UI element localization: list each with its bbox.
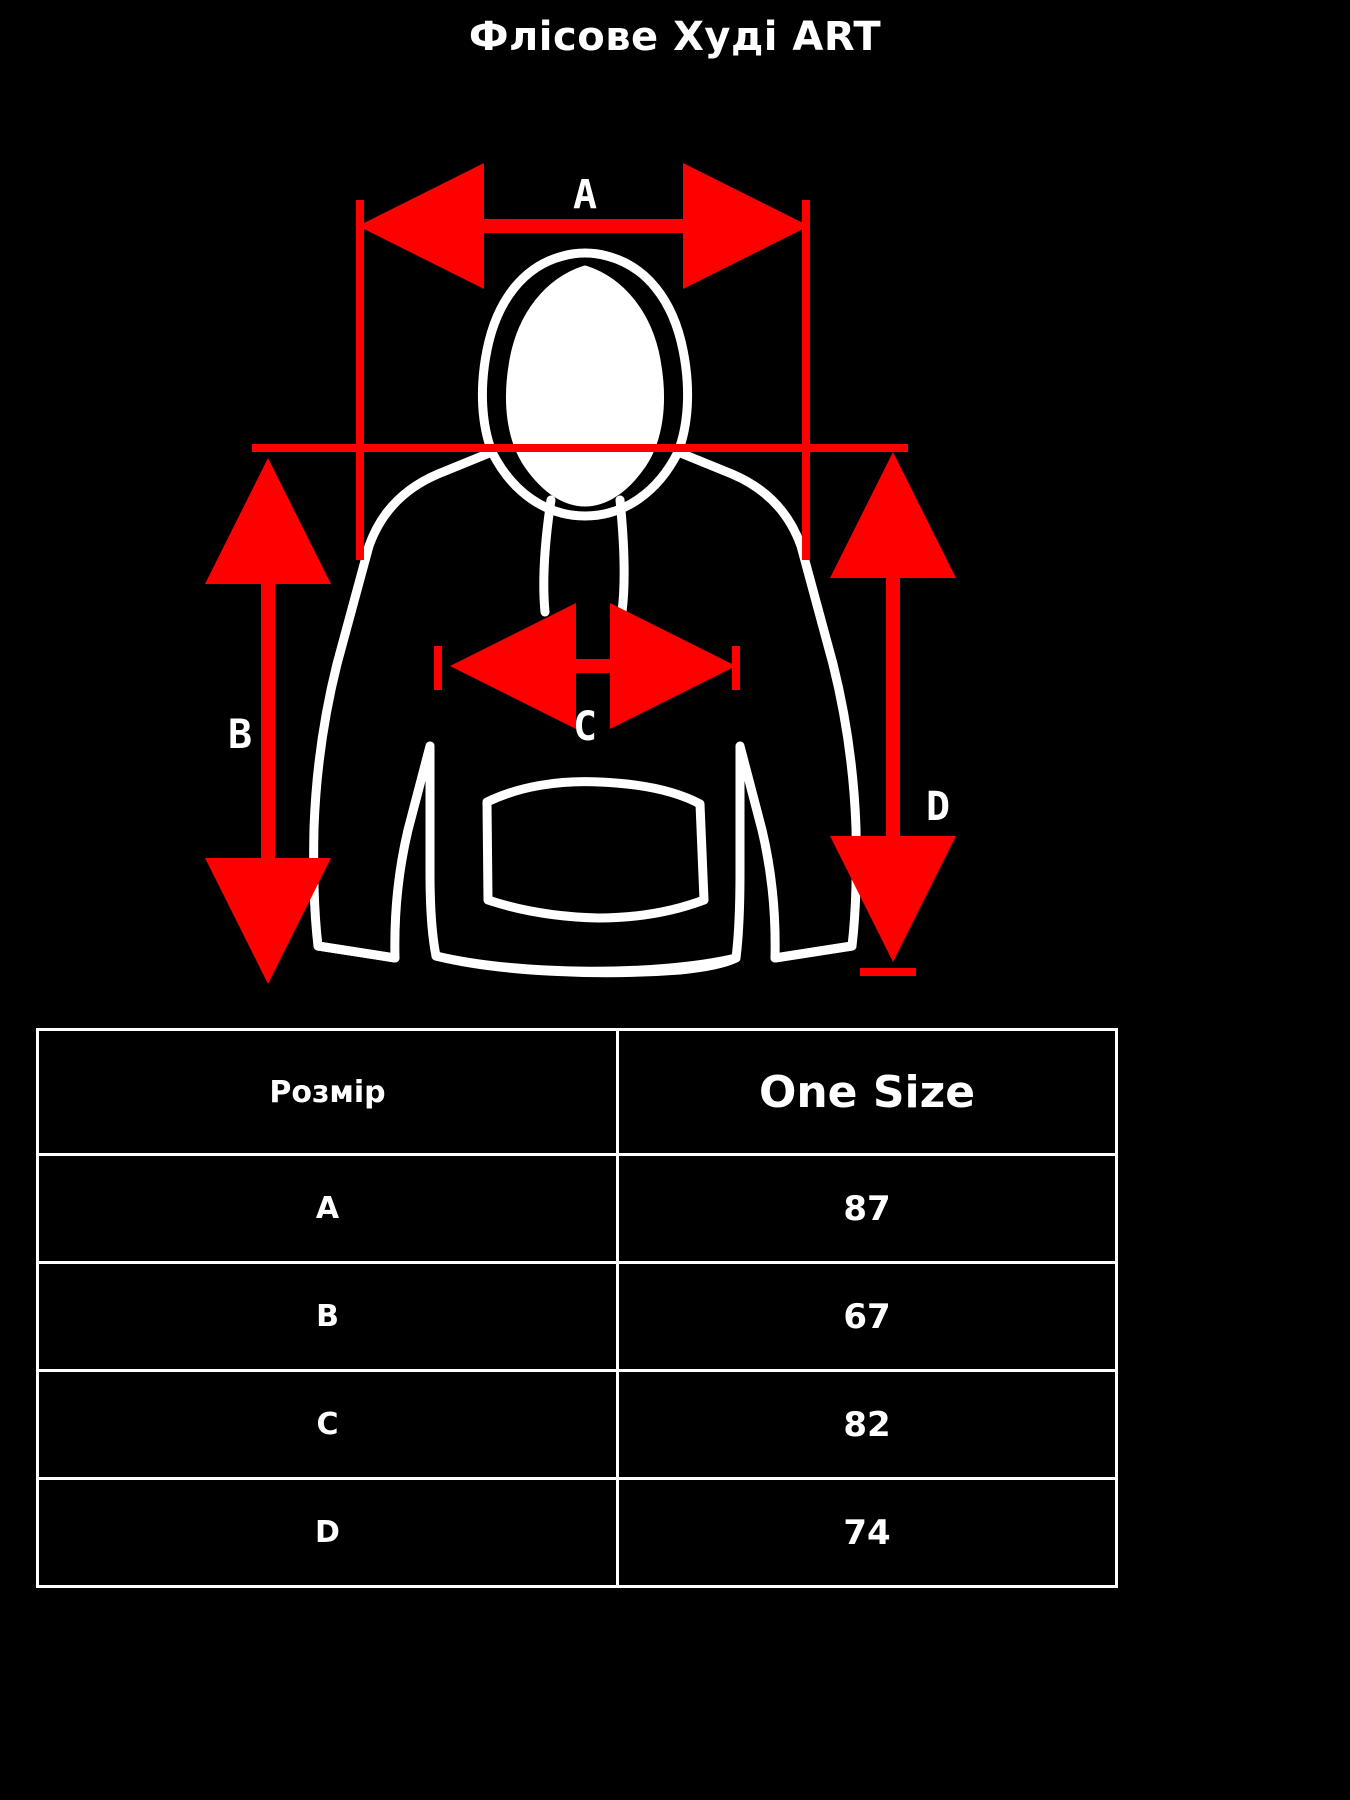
row-key-d: D — [38, 1479, 618, 1587]
row-key-b: B — [38, 1263, 618, 1371]
table-row — [38, 1479, 1117, 1587]
dimension-label-d: D — [925, 784, 951, 830]
dimension-label-c: C — [572, 704, 598, 750]
row-value-b: 67 — [618, 1263, 1117, 1371]
hoodie-diagram — [0, 60, 1350, 990]
table-row — [38, 1371, 1117, 1479]
dimension-label-b: B — [227, 712, 253, 758]
row-key-a: A — [38, 1155, 618, 1263]
table-row — [38, 1263, 1117, 1371]
size-table — [36, 1028, 1118, 1588]
dimension-label-a: A — [572, 172, 598, 218]
row-value-c: 82 — [618, 1371, 1117, 1479]
table-header-row — [38, 1030, 1117, 1155]
hoodie-outline — [314, 253, 857, 973]
page-title: Флісове Худі ART — [468, 14, 882, 60]
row-key-c: C — [38, 1371, 618, 1479]
table-header-label: Розмір — [38, 1030, 618, 1155]
row-value-a: 87 — [618, 1155, 1117, 1263]
table-header-value: One Size — [618, 1030, 1117, 1155]
row-value-d: 74 — [618, 1479, 1117, 1587]
table-row — [38, 1155, 1117, 1263]
